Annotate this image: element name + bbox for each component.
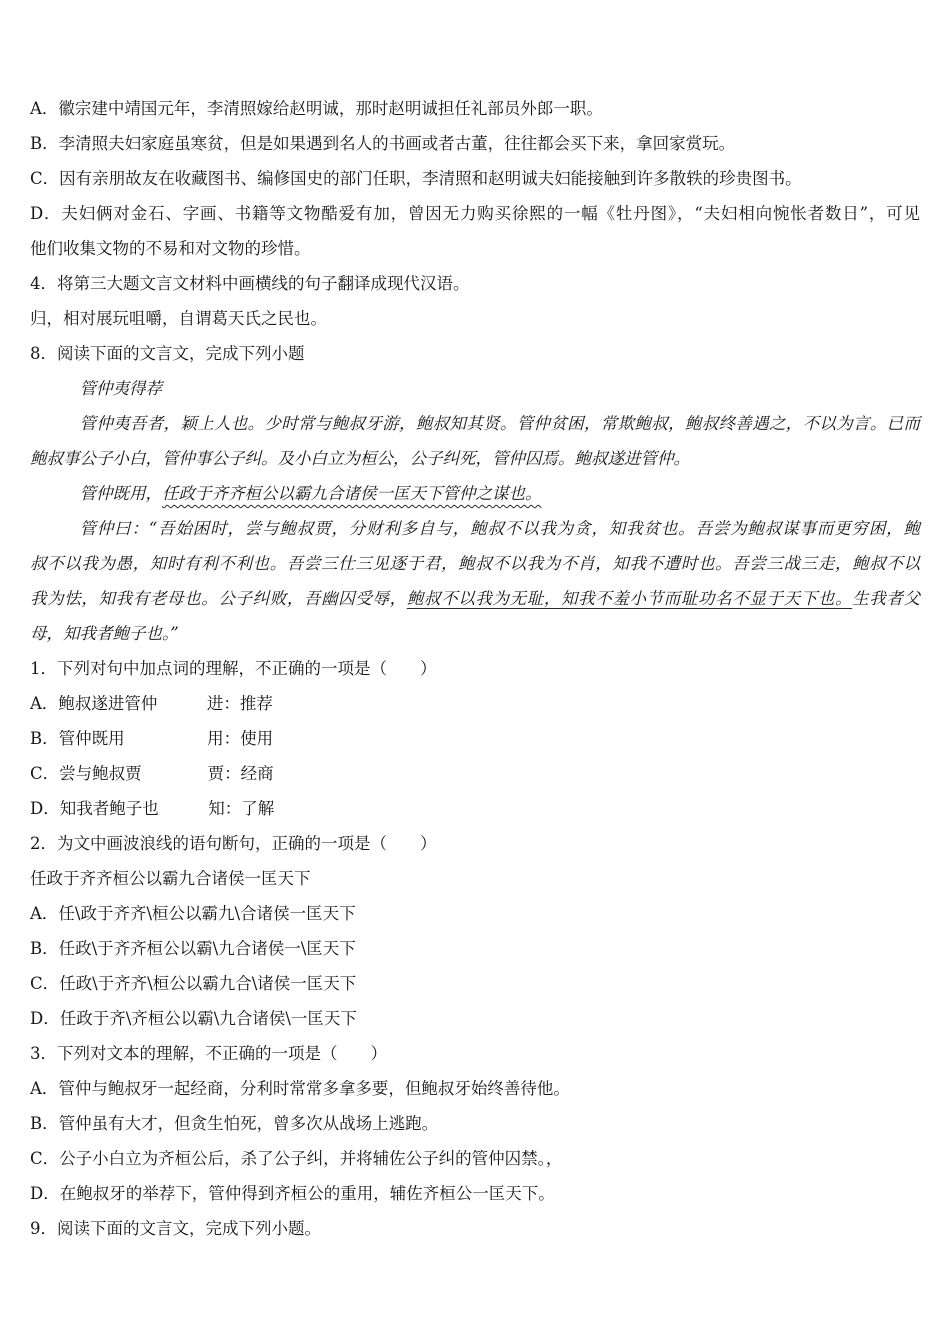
sub-question-2-sentence: 任政于齐齐桓公以霸九合诸侯一匡天下: [30, 869, 311, 888]
sub-question-2-option-a: A．任\政于齐齐\桓公以霸九\合诸侯一匡天下: [30, 904, 356, 923]
passage-para3-line3-suffix: 生我者父: [852, 589, 921, 608]
passage-para2-prefix: 管仲既用，: [79, 484, 162, 503]
sub-question-3-option-b: B．管仲虽有大才，但贪生怕死，曾多次从战场上逃跑。: [30, 1114, 439, 1133]
question-9-stem: 9．阅读下面的文言文，完成下列小题。: [30, 1219, 321, 1238]
passage-para3-line3-prefix: 我为怯，知我有老母也。公子纠败，吾幽囚受辱，: [30, 589, 407, 608]
sub-question-2-option-d: D．任政于齐\齐桓公以霸\九合诸侯\一匡天下: [30, 1009, 357, 1028]
question-8-stem: 8．阅读下面的文言文，完成下列小题: [30, 344, 305, 363]
sub-question-1-option-b: B．管仲既用 用：使用: [30, 729, 274, 748]
sub-question-1-option-d: D．知我者鲍子也 知：了解: [30, 799, 275, 818]
sub-question-3-option-d: D．在鲍叔牙的举荐下，管仲得到齐桓公的重用，辅佐齐桓公一匡天下。: [30, 1184, 555, 1203]
passage-para3-line1: 管仲曰：“吾始困时，尝与鲍叔贾，分财利多自与，鲍叔不以我为贪，知我贫也。吾尝为鲍叔谋事而更穷困，鲍: [79, 519, 920, 538]
passage-para3-line2: 叔不以我为愚，知时有利不利也。吾尝三仕三见逐于君，鲍叔不以我为不肖，知我不遭时也。吾尝三战三走，鲍叔不以: [30, 554, 920, 573]
passage-title: 管仲夷得荐: [79, 379, 162, 398]
prev-option-d-line2: 他们收集文物的不易和对文物的珍惜。: [30, 239, 311, 258]
prev-option-d-line1: D．夫妇俩对金石、字画、书籍等文物酷爱有加，曾因无力购买徐熙的一幅《牡丹图》，“夫妇相向惋怅者数日”，可见: [30, 204, 920, 223]
passage-para3-line4: 母，知我者鲍子也。”: [30, 624, 179, 643]
sub-question-2-stem: 2．为文中画波浪线的语句断句，正确的一项是（ ）: [30, 834, 437, 853]
question-4-stem: 4．将第三大题文言文材料中画横线的句子翻译成现代汉语。: [30, 274, 470, 293]
sub-question-1-stem: 1．下列对句中加点词的理解，不正确的一项是（ ）: [30, 659, 437, 678]
passage-para1-line2: 鲍叔事公子小白，管仲事公子纠。及小白立为桓公，公子纠死，管仲囚焉。鲍叔遂进管仲。: [30, 449, 690, 468]
passage-para1-line1: 管仲夷吾者，颖上人也。少时常与鲍叔牙游，鲍叔知其贤。管仲贫困，常欺鲍叔，鲍叔终善遇之，不以为言。已而: [79, 414, 920, 433]
prev-option-a: A．徽宗建中靖国元年，李清照嫁给赵明诚，那时赵明诚担任礼部员外郎一职。: [30, 99, 603, 118]
sub-question-3-stem: 3．下列对文本的理解，不正确的一项是（ ）: [30, 1044, 387, 1063]
passage-para2-wavy-underlined-text: 任政于齐齐桓公以霸九合诸侯一匡天下管仲之谋也。: [162, 484, 542, 503]
sub-question-1-option-a: A．鲍叔遂进管仲 进：推荐: [30, 694, 273, 713]
passage-para3-line3-underlined-text: 鲍叔不以我为无耻，知我不羞小节而耻功名不显于天下也。: [406, 589, 853, 608]
passage-para2: [30, 483, 920, 505]
sub-question-3-option-a: A．管仲与鲍叔牙一起经商，分利时常常多拿多要，但鲍叔牙始终善待他。: [30, 1079, 570, 1098]
prev-option-b: B．李清照夫妇家庭虽寒贫，但是如果遇到名人的书画或者古董，往往都会买下来，拿回家赏玩。: [30, 134, 736, 153]
sub-question-3-option-c: C．公子小白立为齐桓公后，杀了公子纠，并将辅佐公子纠的管仲囚禁。，: [30, 1149, 563, 1168]
prev-option-c: C．因有亲朋故友在收藏图书、编修国史的部门任职，李清照和赵明诚夫妇能接触到许多散轶的珍贵图书。: [30, 169, 802, 188]
sub-question-1-option-c: C．尝与鲍叔贾 贾：经商: [30, 764, 274, 783]
sub-question-2-option-c: C．任政\于齐齐\桓公以霸九合\诸侯一匡天下: [30, 974, 357, 993]
sub-question-2-option-b: B．任政\于齐齐桓公以霸\九合诸侯一\匡天下: [30, 939, 356, 958]
passage-para3-line3: [30, 588, 920, 610]
question-4-sentence: 归，相对展玩咀嚼，自谓葛天氏之民也。: [30, 309, 327, 328]
